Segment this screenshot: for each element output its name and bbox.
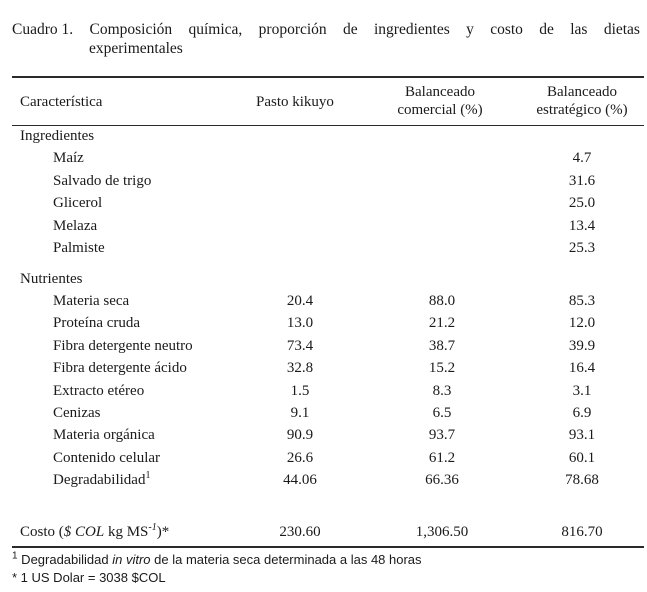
row-label [53,449,160,467]
row-label [53,172,151,190]
cell-estrategico: 93.1 [568,427,596,444]
cell-estrategico: 78.68 [565,472,599,489]
cell-estrategico: 6.9 [572,405,592,421]
header-comercial-line2: comercial (%) [397,102,483,118]
cost-label-currency: $ COL [63,524,105,540]
cost-comercial: 1,306.50 [415,524,469,540]
row-label [53,404,100,422]
cell-kikuyo: 26.6 [286,449,314,466]
cell-estrategico: 16.4 [568,360,596,377]
caption-word: ingredientes [374,21,450,38]
header-comercial-line1: Balanceado [405,84,475,100]
cell-estrategico: 60.1 [568,449,596,466]
cost-label-unit: kg MS [104,524,149,540]
cell-estrategico: 25.3 [568,240,596,256]
cell-kikuyo: 73.4 [286,337,314,354]
header-balanceado-comercial [380,83,500,119]
row-label-text: Fibra detergente ácido [53,360,187,377]
row-label-text: Fibra detergente neutro [53,337,193,354]
cost-label [20,523,169,541]
cell-kikuyo: 1.5 [290,382,310,399]
row-label [53,359,187,377]
header-caracteristica: Característica [20,94,103,110]
cost-label-pre: Costo ( [20,524,64,540]
cell-comercial: 88.0 [428,293,456,309]
cell-comercial: 15.2 [428,360,456,377]
caption-word: dietas [603,21,640,38]
row-label [53,149,84,167]
caption-line-2: experimentales [89,40,183,57]
table-top-rule [12,76,644,78]
row-label [53,337,193,355]
caption-word: Composición [89,21,173,38]
cell-comercial: 6.5 [432,405,452,421]
cost-label-post: )* [156,524,170,540]
cell-comercial: 21.2 [428,315,456,332]
caption-line-1 [12,20,640,39]
header-pasto-kikuyo: Pasto kikuyo [256,94,334,110]
row-label-footnote-mark: 1 [145,470,151,482]
row-label [53,314,140,332]
row-label [53,426,155,444]
cost-label-exponent: -1 [148,522,157,533]
footnote-1 [12,552,422,568]
cell-comercial: 93.7 [428,427,456,444]
row-label-text: Proteína cruda [53,315,141,332]
caption-word: química, [188,21,243,38]
header-estrategico-line2: estratégico (%) [536,102,628,118]
row-label [53,194,102,212]
row-label-text: Salvado de trigo [53,172,152,189]
caption-label: Cuadro 1. [12,21,74,38]
cell-kikuyo: 32.8 [286,360,314,377]
row-label-text: Extracto etéreo [53,382,145,399]
cell-estrategico: 12.0 [568,315,596,332]
footnote-1-pre: Degradabilidad [17,552,113,567]
footnote-1-italic: in vitro [112,552,151,567]
caption-word: proporción [258,21,327,38]
cell-kikuyo: 20.4 [286,293,314,309]
header-balanceado-estrategico [520,83,644,119]
cell-kikuyo: 13.0 [286,315,314,332]
cell-kikuyo: 90.9 [286,427,314,444]
cell-estrategico: 13.4 [568,217,596,234]
cell-comercial: 61.2 [428,449,456,466]
caption-word: de [539,21,554,38]
cell-comercial: 8.3 [432,382,452,399]
cell-comercial: 38.7 [428,337,456,354]
row-label-text: Glicerol [53,195,103,211]
row-label [53,382,144,400]
cost-kikuyo: 230.60 [279,524,321,540]
footnote-1-post: de la materia seca determinada a las 48 horas [150,552,422,567]
cell-estrategico: 85.3 [568,293,596,309]
row-label [53,239,105,257]
table-bottom-rule [12,546,644,548]
row-label-text: Materia seca [53,293,130,309]
row-label [53,471,150,489]
cell-estrategico: 4.7 [572,150,592,166]
cell-comercial: 66.36 [425,472,459,489]
cell-estrategico: 39.9 [568,337,596,354]
row-label-text: Cenizas [53,405,101,421]
row-label-text: Melaza [53,217,98,234]
cell-estrategico: 31.6 [568,172,596,189]
section-nutrientes: Nutrientes [20,271,83,287]
cell-estrategico: 3.1 [572,382,592,399]
caption-word: las [570,21,588,38]
row-label-text: Contenido celular [53,449,161,466]
caption-word: de [343,21,358,38]
row-label-text: Palmiste [53,240,105,256]
footnote-1-mark: 1 [12,550,18,562]
header-estrategico-line1: Balanceado [547,84,617,100]
cell-kikuyo: 44.06 [283,472,317,489]
table-caption [12,20,640,58]
caption-word: costo [490,21,523,38]
row-label-text: Degradabilidad [53,472,146,489]
footnote-2: * 1 US Dolar = 3038 $COL [12,570,166,585]
row-label [53,292,129,310]
row-label-text: Materia orgánica [53,427,155,444]
cell-kikuyo: 9.1 [290,405,310,421]
section-ingredientes: Ingredientes [20,128,95,144]
table-header-rule [12,125,644,126]
row-label-text: Maíz [53,150,84,166]
cost-estrategico: 816.70 [561,524,603,540]
row-label [53,217,97,235]
caption-word: y [466,21,474,38]
cell-estrategico: 25.0 [568,195,596,211]
